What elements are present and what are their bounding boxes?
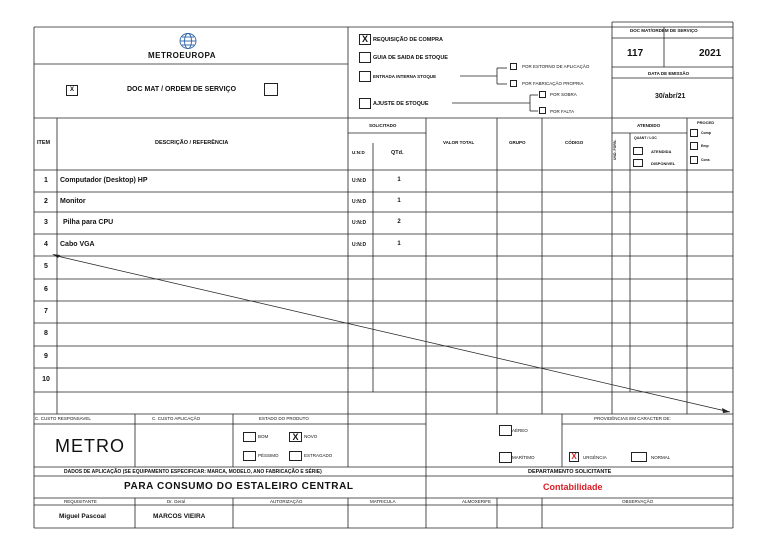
col-atendido-header: ATENDIDO [637,123,661,128]
col-valor-header: VALOR TOTAL [443,140,475,145]
col-proced-header: PROCED [697,120,715,125]
observacao-label: OBSERVAÇÃO [622,499,654,504]
urgencia-label: URGÊNCIA [583,455,607,460]
row-und-4: U:N:D [352,242,367,248]
doc-mat-checkbox-right[interactable] [264,83,278,96]
emission-date: 30/abr/21 [655,93,686,100]
autorizacao-label: AUTORIZAÇÃO [270,499,303,504]
row-item-9: 9 [44,353,48,360]
row-und-1: U:N:D [352,178,367,184]
entrada-interna-checkbox[interactable] [359,71,371,82]
dados-aplicacao-value: PARA CONSUMO DO ESTALEIRO CENTRAL [124,481,354,492]
col-item-header: ITEM [37,140,51,146]
c-custo-resp-label: C. CUSTO RESPONSAVEL [35,416,91,421]
row-und-3: U:N:D [352,220,367,226]
col-quant-loc-header: QUANT / LOC [634,136,657,140]
estado-novo-checkbox[interactable]: X [289,432,302,442]
normal-label: NORMAL [651,455,671,460]
estado-pessimo-checkbox[interactable] [243,451,256,461]
row-item-3: 3 [44,219,48,226]
estado-produto-label: ESTADO DO PRODUTO [259,416,309,421]
row-item-8: 8 [44,330,48,337]
row-item-10: 10 [42,376,50,383]
urgencia-checkbox[interactable]: X [569,452,579,462]
doc-mat-checkbox-left[interactable]: X [66,85,78,96]
row-qtd-4: 1 [397,241,401,247]
estado-bom-checkbox[interactable] [243,432,256,442]
requisitante-label: REQUISITANTE [64,499,97,504]
doc-year: 2021 [699,48,722,59]
estado-novo-label: NOVO [304,434,318,439]
row-desc-1: Computador (Desktop) HP [60,177,148,184]
row-und-2: U:N:D [352,199,367,205]
emission-label: DATA DE EMISSÃO [648,71,690,76]
falta-label: POR FALTA [550,109,575,114]
ajuste-stoque-label: AJUSTE DE STOQUE [373,101,429,107]
almoxerife-label: ALMOXERIFE [462,499,492,504]
proced-cons-checkbox[interactable] [690,156,698,164]
doc-number-label: DOC MAT/ORDEM DE SERVIÇO [630,28,698,33]
atendida-label: ATENDIDA [651,149,672,154]
row-item-4: 4 [44,241,48,248]
doc-mat-label: DOC MAT / ORDEM DE SERVIÇO [127,86,237,93]
guia-saida-checkbox[interactable] [359,52,371,63]
doc-number: 117 [627,48,644,59]
estado-bom-label: BOM [258,434,269,439]
proced-emp-checkbox[interactable] [690,142,698,150]
falta-checkbox[interactable] [539,107,546,114]
aereo-label: AÉREO [512,428,528,433]
disponivel-checkbox[interactable] [633,159,643,167]
requisicao-label: REQUISIÇÃO DE COMPRA [373,37,443,43]
disponivel-label: DISPONIVEL [651,161,676,166]
aereo-checkbox[interactable] [499,425,512,436]
estado-estragado-checkbox[interactable] [289,451,302,461]
row-item-1: 1 [44,177,48,184]
sobra-label: POR SOBRA [550,92,577,97]
proced-comp-checkbox[interactable] [690,129,698,137]
departamento-value: Contabilidade [543,482,603,492]
providencias-label: PROVIDÊNCIAS EM CARACTER DE: [594,416,671,421]
entrada-interna-label: ENTRADA INTERNA STOQUE [373,74,437,79]
atendida-checkbox[interactable] [633,147,643,155]
c-custo-aplic-label: C. CUSTO APLICAÇÃO [152,416,201,421]
resp-value: METRO [55,436,125,456]
guia-saida-label: GUIA DE SAIDA DE STOQUE [373,55,448,61]
dr-geral-label: Dr. Geral [167,499,186,504]
globe-logo-icon [180,34,196,49]
row-desc-3: Pilha para CPU [63,219,114,226]
estorno-label: POR ESTORNO DE APLICAÇÃO [522,64,590,69]
proced-cons-label: Cons [701,158,710,162]
proced-comp-label: Comp [701,131,711,135]
departamento-label: DEPARTAMENTO SOLICITANTE [528,469,612,475]
ajuste-stoque-checkbox[interactable] [359,98,371,109]
row-qtd-1: 1 [397,177,401,183]
col-grupo-header: GRUPO [509,140,526,145]
dados-aplicacao-label: DADOS DE APLICAÇÃO (SE EQUIPAMENTO ESPECIFICAR: MARCA, MODELO, ANO FABRICAÇÃO E SÉRIE) [64,469,322,475]
company-logo-text: METROEUROPA [148,51,217,60]
col-qtd-header: QTd. [391,150,404,156]
col-und-header: U:N:D [352,150,365,155]
estorno-checkbox[interactable] [510,63,517,70]
row-desc-2: Monitor [60,198,86,205]
requisicao-checkbox[interactable]: X [359,34,371,45]
row-desc-4: Cabo VGA [60,241,95,248]
col-desc-header: DESCRIÇÃO / REFERÊNCIA [155,140,229,146]
row-item-6: 6 [44,286,48,293]
estado-estragado-label: ESTRAGADO [304,453,333,458]
proced-emp-label: Emp [701,144,709,148]
dr-geral-name: MARCOS VIEIRA [153,513,206,520]
row-qtd-2: 1 [397,198,401,204]
row-qtd-3: 2 [397,219,401,225]
col-solicitado-header: SOLICITADO [369,123,397,128]
col-und-forn-header: UND. FORN. [613,139,617,160]
fabricacao-label: POR FABRICAÇÃO PROPRIA [522,81,584,86]
col-codigo-header: CÓDIGO [565,140,584,145]
requisitante-name: Miguel Pascoal [59,513,106,520]
maritimo-label: MARÍTIMO [512,455,535,460]
matricula-label: MATRICULA [370,499,396,504]
fabricacao-checkbox[interactable] [510,80,517,87]
row-item-5: 5 [44,263,48,270]
maritimo-checkbox[interactable] [499,452,512,463]
row-item-2: 2 [44,198,48,205]
estado-pessimo-label: PÉSSIMO [258,453,279,458]
normal-checkbox[interactable] [631,452,647,462]
sobra-checkbox[interactable] [539,91,546,98]
row-item-7: 7 [44,308,48,315]
